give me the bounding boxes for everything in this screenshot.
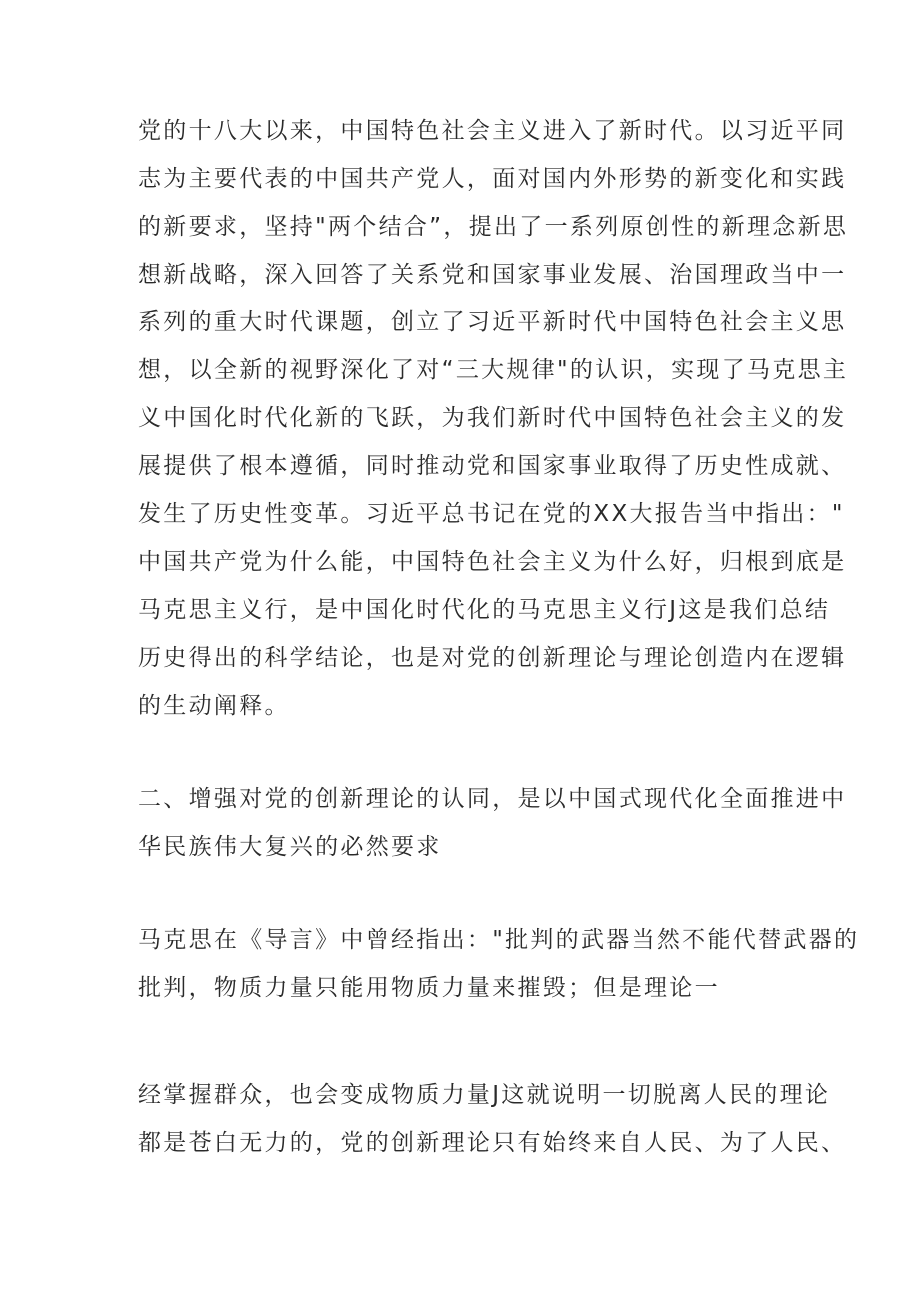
paragraph-3-line: 经掌握群众，也会变成物质力量J这就说明一切脱离人民的理论: [138, 1082, 831, 1108]
paragraph-1-line: 想，以全新的视野深化了对“三大规律"的认识，实现了马克思主: [138, 357, 849, 383]
paragraph-2-line: 马克思在《导言》中曾经指出："批判的武器当然不能代替武器的: [138, 927, 860, 953]
paragraph-2-line: 批判，物质力量只能用物质力量来摧毁；但是理论一: [138, 975, 720, 1001]
paragraph-1-line: 马克思主义行，是中国化时代化的马克思主义行J这是我们总结: [138, 597, 831, 623]
section-heading-line: 二、增强对党的创新理论的认同，是以中国式现代化全面推进中: [138, 786, 847, 812]
paragraph-1-line: 想新战略，深入回答了关系党和国家事业发展、治国理政当中一: [138, 262, 847, 288]
section-heading-line: 华民族伟大复兴的必然要求: [138, 834, 442, 860]
paragraph-1-line: 义中国化时代化新的飞跃，为我们新时代中国特色社会主义的发: [138, 405, 847, 431]
paragraph-1-line: 的生动阐释。: [138, 693, 290, 719]
paragraph-1-line: 中国共产党为什么能，中国特色社会主义为什么好，归根到底是: [138, 549, 847, 575]
paragraph-1-line: 的新要求，坚持"两个结合”，提出了一系列原创性的新理念新思: [138, 214, 849, 240]
paragraph-1-line: 历史得出的科学结论，也是对党的创新理论与理论创造内在逻辑: [138, 645, 847, 671]
paragraph-1-line: 系列的重大时代课题，创立了习近平新时代中国特色社会主义思: [138, 309, 847, 335]
paragraph-1-line: 展提供了根本遵循，同时推动党和国家事业取得了历史性成就、: [138, 453, 847, 479]
paragraph-1-line: 发生了历史性变革。习近平总书记在党的XX大报告当中指出：": [138, 501, 845, 527]
paragraph-3-line: 都是苍白无力的，党的创新理论只有始终来自人民、为了人民、: [138, 1130, 847, 1156]
paragraph-1-line: 党的十八大以来，中国特色社会主义进入了新时代。以习近平同: [138, 118, 847, 144]
paragraph-1-line: 志为主要代表的中国共产党人，面对国内外形势的新变化和实践: [138, 166, 847, 192]
